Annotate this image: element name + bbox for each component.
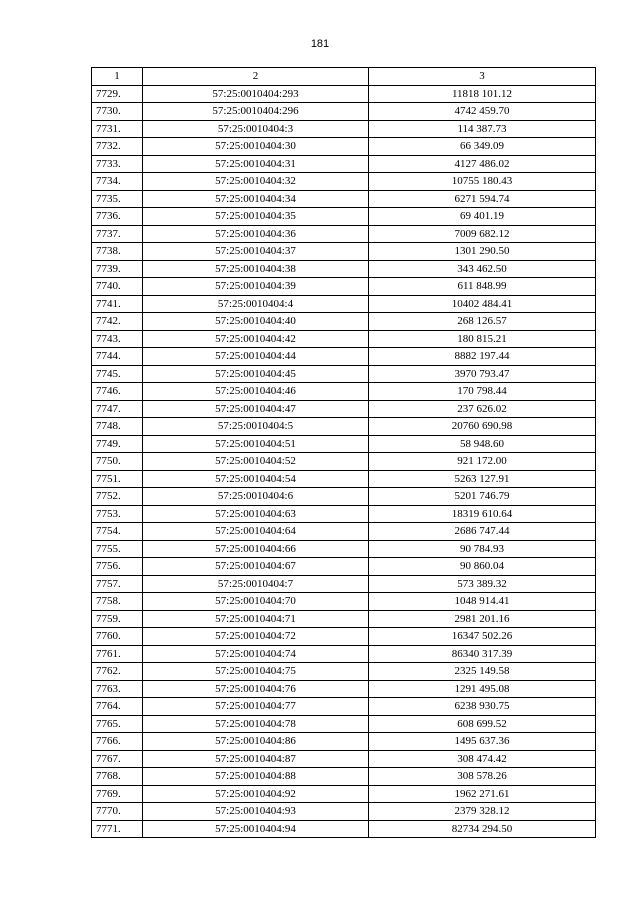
table-row bbox=[92, 575, 596, 593]
cadastral-value: 2981 201.16 bbox=[369, 610, 596, 628]
cadastral-value: 611 848.99 bbox=[369, 278, 596, 296]
cadastral-number: 57:25:0010404:64 bbox=[143, 523, 369, 541]
row-number: 7765. bbox=[92, 715, 143, 733]
cadastral-value: 608 699.52 bbox=[369, 715, 596, 733]
table-row bbox=[92, 820, 596, 838]
header-cell-3: 3 bbox=[369, 68, 596, 86]
table-row bbox=[92, 785, 596, 803]
row-number: 7755. bbox=[92, 540, 143, 558]
cadastral-number: 57:25:0010404:71 bbox=[143, 610, 369, 628]
cadastral-value: 58 948.60 bbox=[369, 435, 596, 453]
row-number: 7742. bbox=[92, 313, 143, 331]
table-row bbox=[92, 593, 596, 611]
row-number: 7767. bbox=[92, 750, 143, 768]
cadastral-value: 268 126.57 bbox=[369, 313, 596, 331]
cadastral-number: 57:25:0010404:36 bbox=[143, 225, 369, 243]
cadastral-value: 573 389.32 bbox=[369, 575, 596, 593]
row-number: 7739. bbox=[92, 260, 143, 278]
cadastral-number: 57:25:0010404:74 bbox=[143, 645, 369, 663]
cadastral-number: 57:25:0010404:70 bbox=[143, 593, 369, 611]
table-row bbox=[92, 138, 596, 156]
row-number: 7768. bbox=[92, 768, 143, 786]
table-row bbox=[92, 523, 596, 541]
cadastral-number: 57:25:0010404:44 bbox=[143, 348, 369, 366]
cadastral-number: 57:25:0010404:86 bbox=[143, 733, 369, 751]
table-row bbox=[92, 85, 596, 103]
row-number: 7760. bbox=[92, 628, 143, 646]
row-number: 7734. bbox=[92, 173, 143, 191]
table-row bbox=[92, 610, 596, 628]
row-number: 7732. bbox=[92, 138, 143, 156]
cadastral-number: 57:25:0010404:296 bbox=[143, 103, 369, 121]
table-row bbox=[92, 278, 596, 296]
row-number: 7746. bbox=[92, 383, 143, 401]
cadastral-value: 2686 747.44 bbox=[369, 523, 596, 541]
row-number: 7764. bbox=[92, 698, 143, 716]
row-number: 7731. bbox=[92, 120, 143, 138]
cadastral-number: 57:25:0010404:31 bbox=[143, 155, 369, 173]
table-row bbox=[92, 645, 596, 663]
cadastral-number: 57:25:0010404:77 bbox=[143, 698, 369, 716]
cadastral-number: 57:25:0010404:293 bbox=[143, 85, 369, 103]
row-number: 7750. bbox=[92, 453, 143, 471]
cadastral-value: 1962 271.61 bbox=[369, 785, 596, 803]
cadastral-value: 2325 149.58 bbox=[369, 663, 596, 681]
table-row bbox=[92, 260, 596, 278]
cadastral-value: 308 578.26 bbox=[369, 768, 596, 786]
cadastral-number: 57:25:0010404:6 bbox=[143, 488, 369, 506]
row-number: 7730. bbox=[92, 103, 143, 121]
cadastral-number: 57:25:0010404:30 bbox=[143, 138, 369, 156]
cadastral-value: 308 474.42 bbox=[369, 750, 596, 768]
table-row bbox=[92, 715, 596, 733]
row-number: 7757. bbox=[92, 575, 143, 593]
table-row bbox=[92, 488, 596, 506]
cadastral-value: 1048 914.41 bbox=[369, 593, 596, 611]
table-row bbox=[92, 173, 596, 191]
table-row bbox=[92, 698, 596, 716]
cadastral-value: 4127 486.02 bbox=[369, 155, 596, 173]
cadastral-number: 57:25:0010404:72 bbox=[143, 628, 369, 646]
row-number: 7737. bbox=[92, 225, 143, 243]
cadastral-number: 57:25:0010404:35 bbox=[143, 208, 369, 226]
cadastral-number: 57:25:0010404:67 bbox=[143, 558, 369, 576]
cadastral-number: 57:25:0010404:94 bbox=[143, 820, 369, 838]
cadastral-value: 66 349.09 bbox=[369, 138, 596, 156]
table-row bbox=[92, 750, 596, 768]
cadastral-value: 11818 101.12 bbox=[369, 85, 596, 103]
header-cell-2: 2 bbox=[143, 68, 369, 86]
cadastral-number: 57:25:0010404:88 bbox=[143, 768, 369, 786]
cadastral-number: 57:25:0010404:4 bbox=[143, 295, 369, 313]
cadastral-value: 5263 127.91 bbox=[369, 470, 596, 488]
page-number: 181 bbox=[310, 38, 330, 50]
header-row bbox=[92, 68, 596, 86]
table-row bbox=[92, 383, 596, 401]
row-number: 7745. bbox=[92, 365, 143, 383]
cadastral-number: 57:25:0010404:45 bbox=[143, 365, 369, 383]
cadastral-number: 57:25:0010404:52 bbox=[143, 453, 369, 471]
row-number: 7751. bbox=[92, 470, 143, 488]
table-row bbox=[92, 313, 596, 331]
cadastral-number: 57:25:0010404:39 bbox=[143, 278, 369, 296]
row-number: 7766. bbox=[92, 733, 143, 751]
cadastral-value: 10402 484.41 bbox=[369, 295, 596, 313]
row-number: 7729. bbox=[92, 85, 143, 103]
cadastral-number: 57:25:0010404:87 bbox=[143, 750, 369, 768]
row-number: 7769. bbox=[92, 785, 143, 803]
cadastral-value: 114 387.73 bbox=[369, 120, 596, 138]
table-row bbox=[92, 295, 596, 313]
table-row bbox=[92, 155, 596, 173]
cadastral-number: 57:25:0010404:92 bbox=[143, 785, 369, 803]
cadastral-number: 57:25:0010404:3 bbox=[143, 120, 369, 138]
table-row bbox=[92, 768, 596, 786]
table-row bbox=[92, 400, 596, 418]
table-row bbox=[92, 103, 596, 121]
cadastral-number: 57:25:0010404:42 bbox=[143, 330, 369, 348]
table-header bbox=[92, 68, 596, 86]
cadastral-value: 69 401.19 bbox=[369, 208, 596, 226]
cadastral-value: 8882 197.44 bbox=[369, 348, 596, 366]
cadastral-value: 18319 610.64 bbox=[369, 505, 596, 523]
cadastral-value: 10755 180.43 bbox=[369, 173, 596, 191]
table-row bbox=[92, 505, 596, 523]
cadastral-number: 57:25:0010404:7 bbox=[143, 575, 369, 593]
cadastral-number: 57:25:0010404:34 bbox=[143, 190, 369, 208]
row-number: 7738. bbox=[92, 243, 143, 261]
cadastral-value: 7009 682.12 bbox=[369, 225, 596, 243]
row-number: 7744. bbox=[92, 348, 143, 366]
header-cell-1: 1 bbox=[92, 68, 143, 86]
table-row bbox=[92, 628, 596, 646]
cadastral-value: 16347 502.26 bbox=[369, 628, 596, 646]
row-number: 7749. bbox=[92, 435, 143, 453]
cadastral-value: 180 815.21 bbox=[369, 330, 596, 348]
cadastral-value: 921 172.00 bbox=[369, 453, 596, 471]
table-row bbox=[92, 365, 596, 383]
row-number: 7733. bbox=[92, 155, 143, 173]
cadastral-value-table bbox=[91, 67, 596, 838]
cadastral-value: 6271 594.74 bbox=[369, 190, 596, 208]
cadastral-number: 57:25:0010404:40 bbox=[143, 313, 369, 331]
row-number: 7752. bbox=[92, 488, 143, 506]
row-number: 7736. bbox=[92, 208, 143, 226]
cadastral-value: 1301 290.50 bbox=[369, 243, 596, 261]
table-row bbox=[92, 418, 596, 436]
row-number: 7761. bbox=[92, 645, 143, 663]
table-row bbox=[92, 680, 596, 698]
cadastral-number: 57:25:0010404:47 bbox=[143, 400, 369, 418]
row-number: 7741. bbox=[92, 295, 143, 313]
cadastral-value: 82734 294.50 bbox=[369, 820, 596, 838]
cadastral-number: 57:25:0010404:54 bbox=[143, 470, 369, 488]
row-number: 7763. bbox=[92, 680, 143, 698]
cadastral-value: 4742 459.70 bbox=[369, 103, 596, 121]
cadastral-value: 20760 690.98 bbox=[369, 418, 596, 436]
cadastral-number: 57:25:0010404:66 bbox=[143, 540, 369, 558]
cadastral-value: 170 798.44 bbox=[369, 383, 596, 401]
table-row bbox=[92, 120, 596, 138]
table-row bbox=[92, 540, 596, 558]
cadastral-value: 3970 793.47 bbox=[369, 365, 596, 383]
row-number: 7754. bbox=[92, 523, 143, 541]
table-row bbox=[92, 803, 596, 821]
table-row bbox=[92, 190, 596, 208]
table-row bbox=[92, 225, 596, 243]
row-number: 7735. bbox=[92, 190, 143, 208]
table-row bbox=[92, 330, 596, 348]
cadastral-value: 90 784.93 bbox=[369, 540, 596, 558]
table-row bbox=[92, 733, 596, 751]
row-number: 7748. bbox=[92, 418, 143, 436]
row-number: 7747. bbox=[92, 400, 143, 418]
table-row bbox=[92, 208, 596, 226]
row-number: 7753. bbox=[92, 505, 143, 523]
table-row bbox=[92, 243, 596, 261]
table-row bbox=[92, 470, 596, 488]
cadastral-number: 57:25:0010404:78 bbox=[143, 715, 369, 733]
table-row bbox=[92, 663, 596, 681]
cadastral-number: 57:25:0010404:63 bbox=[143, 505, 369, 523]
row-number: 7740. bbox=[92, 278, 143, 296]
cadastral-number: 57:25:0010404:5 bbox=[143, 418, 369, 436]
cadastral-value: 5201 746.79 bbox=[369, 488, 596, 506]
cadastral-number: 57:25:0010404:51 bbox=[143, 435, 369, 453]
cadastral-number: 57:25:0010404:32 bbox=[143, 173, 369, 191]
cadastral-value: 90 860.04 bbox=[369, 558, 596, 576]
row-number: 7743. bbox=[92, 330, 143, 348]
row-number: 7771. bbox=[92, 820, 143, 838]
table-row bbox=[92, 435, 596, 453]
cadastral-value: 343 462.50 bbox=[369, 260, 596, 278]
cadastral-value: 1495 637.36 bbox=[369, 733, 596, 751]
cadastral-number: 57:25:0010404:93 bbox=[143, 803, 369, 821]
cadastral-value: 86340 317.39 bbox=[369, 645, 596, 663]
row-number: 7758. bbox=[92, 593, 143, 611]
cadastral-value: 6238 930.75 bbox=[369, 698, 596, 716]
row-number: 7759. bbox=[92, 610, 143, 628]
cadastral-value: 1291 495.08 bbox=[369, 680, 596, 698]
table-body bbox=[92, 85, 596, 838]
cadastral-value: 237 626.02 bbox=[369, 400, 596, 418]
cadastral-number: 57:25:0010404:37 bbox=[143, 243, 369, 261]
row-number: 7756. bbox=[92, 558, 143, 576]
row-number: 7762. bbox=[92, 663, 143, 681]
cadastral-value: 2379 328.12 bbox=[369, 803, 596, 821]
cadastral-number: 57:25:0010404:46 bbox=[143, 383, 369, 401]
cadastral-number: 57:25:0010404:75 bbox=[143, 663, 369, 681]
table-row bbox=[92, 348, 596, 366]
row-number: 7770. bbox=[92, 803, 143, 821]
table-row bbox=[92, 558, 596, 576]
cadastral-number: 57:25:0010404:38 bbox=[143, 260, 369, 278]
cadastral-number: 57:25:0010404:76 bbox=[143, 680, 369, 698]
table-row bbox=[92, 453, 596, 471]
